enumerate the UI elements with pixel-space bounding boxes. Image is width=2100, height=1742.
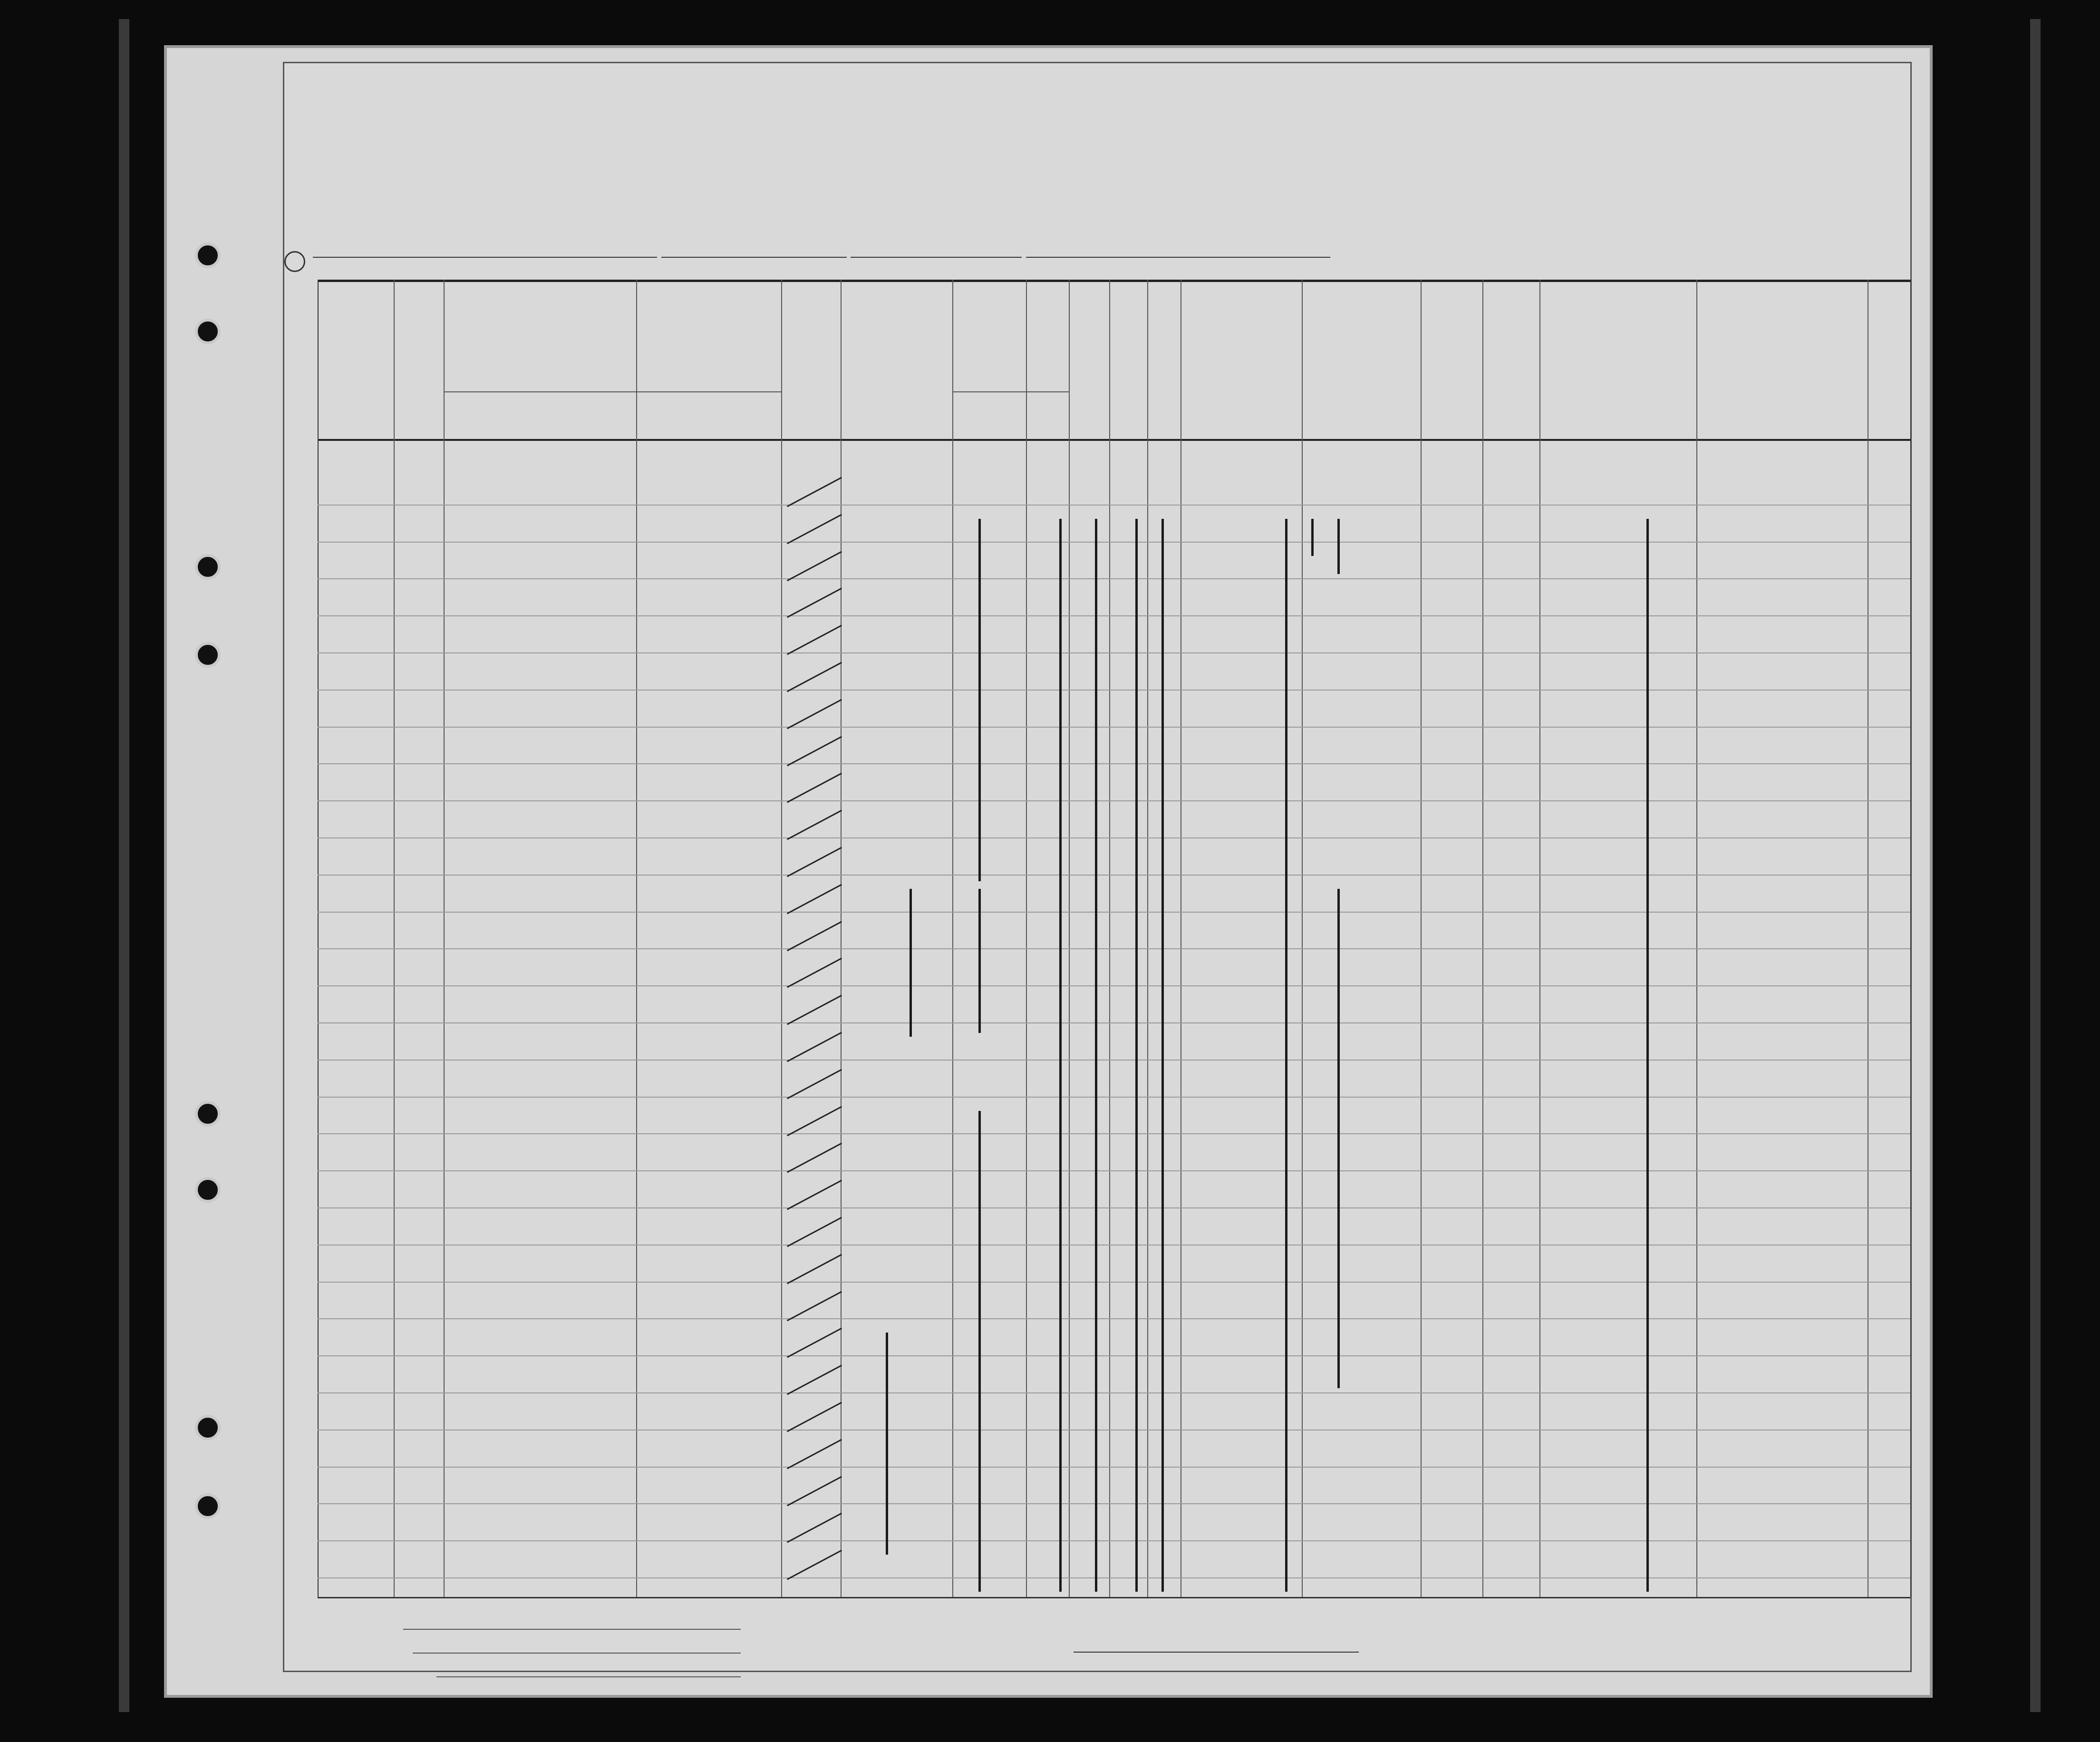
arrival-port [661,257,847,258]
shipped-engaged-heading [954,337,1067,348]
film-rail-right [2030,19,2041,1712]
row-rule [318,1392,1910,1393]
row-rule [318,1133,1910,1134]
c8-heading [1111,311,1145,415]
row-rule [318,727,1910,728]
service-slash-mark [787,1106,842,1136]
service-slash-mark [787,477,842,507]
binder-hole [195,1177,221,1203]
service-slash-mark [787,1328,842,1358]
service-slash-mark [787,699,842,729]
binder-hole [195,243,221,268]
binder-hole [195,1493,221,1519]
agents-rule [436,1676,741,1677]
circle-marker [284,251,305,272]
service-slash-mark [787,958,842,988]
name-in-full-heading [445,344,779,355]
service-slash-mark [787,1439,842,1469]
column-divider [952,280,953,1597]
vessel-name [313,257,657,258]
ditto-line [978,1111,981,1592]
row-rule [318,505,1910,506]
service-slash-mark [787,588,842,618]
c14-heading [1541,311,1694,415]
line-rule [403,1629,741,1630]
row-rule [318,1540,1910,1541]
service-slash-mark [787,1254,842,1284]
vessel-line [313,244,1330,262]
column-divider [781,280,782,1597]
row-rule [318,542,1910,543]
column-divider [1539,280,1540,1597]
signature-rule [1074,1652,1359,1653]
row-rule [318,1503,1910,1504]
service-slash-mark [787,884,842,914]
departure-port [1026,257,1330,258]
row-rule [318,1170,1910,1171]
owners-rule [413,1653,741,1654]
row-rule [318,875,1910,876]
column-divider [1910,280,1911,1597]
row-rule [318,1245,1910,1246]
c9-heading [1149,311,1179,415]
column-divider [318,280,319,1597]
c5-heading [842,311,950,415]
service-slash-mark [787,921,842,951]
where-heading [1028,399,1067,410]
binder-hole [195,319,221,344]
column-divider [636,280,637,1597]
ditto-line [910,889,912,1037]
service-slash-mark [787,1365,842,1395]
ditto-line [1337,889,1340,1388]
arrival-date [851,257,1022,258]
ditto-line [1311,519,1314,556]
service-slash-mark [787,736,842,766]
service-slash-mark [787,1069,842,1099]
manifest-form [283,62,1912,1672]
c16-heading [1869,330,1908,344]
row-rule [318,690,1910,691]
service-slash-mark [787,810,842,840]
ditto-line [1337,519,1340,574]
row-rule [318,1097,1910,1098]
c15-heading [1698,311,1866,415]
film-rail-left [119,19,129,1712]
service-slash-mark [787,773,842,803]
column-divider [1421,280,1422,1597]
row-rule [318,1430,1910,1431]
service-slash-mark [787,662,842,692]
row-rule [318,1022,1910,1023]
manifest-sheet [164,45,1933,1698]
row-rule [318,837,1910,838]
row-rule [318,948,1910,949]
row-rule [318,615,1910,616]
ditto-line [1095,519,1097,1592]
ditto-line [1285,519,1287,1592]
ditto-line [1161,519,1164,1592]
service-slash-mark [787,1291,842,1321]
row-rule [318,800,1910,801]
service-slash-mark [787,1513,842,1543]
service-slash-mark [787,1143,842,1173]
subheading-divider [952,391,1069,392]
service-slash-mark [787,1032,842,1062]
row-rule [318,1282,1910,1283]
ditto-line [978,889,981,1033]
c2-heading [396,311,442,415]
c16-subheading [1869,349,1908,406]
row-rule [318,1355,1910,1356]
column-divider [444,280,445,1597]
column-divider [1026,280,1027,1597]
service-slash-mark [787,1550,842,1580]
row-rule [318,763,1910,764]
c7-heading [1071,311,1107,415]
column-divider [1109,280,1110,1597]
service-slash-mark [787,551,842,581]
column-divider [1696,280,1697,1597]
column-divider [1147,280,1148,1597]
service-slash-mark [787,625,842,655]
c12-heading [1423,311,1481,415]
when-heading [954,399,1024,410]
binder-hole [195,1101,221,1127]
service-slash-mark [787,1402,842,1432]
ditto-line [978,519,981,881]
column-divider [1482,280,1483,1597]
service-slash-mark [787,514,842,544]
ditto-line [1646,519,1649,1592]
row-rule [318,1060,1910,1061]
subheading-divider [444,391,781,392]
row-rule [318,985,1910,986]
ditto-line [1059,519,1062,1592]
footer-divider [318,1597,1910,1598]
binder-hole [195,1415,221,1440]
ditto-line [886,1333,888,1555]
service-slash-mark [787,847,842,877]
column-divider [1069,280,1070,1597]
row-rule [318,1577,1910,1578]
c13-heading [1484,311,1538,415]
row-rule [318,1467,1910,1468]
c4-heading [783,311,839,415]
service-slash-mark [787,1180,842,1210]
family-name-heading [445,399,634,410]
binder-hole [195,554,221,580]
c10-heading [1182,311,1300,415]
column-divider [1302,280,1303,1597]
service-slash-mark [787,1217,842,1247]
row-rule [318,1207,1910,1208]
c1-heading [319,311,392,415]
row-rule [318,652,1910,653]
row-rule [318,578,1910,579]
service-slash-mark [787,1476,842,1506]
service-slash-mark [787,995,842,1025]
ditto-line [1135,519,1138,1592]
row-rule [318,912,1910,913]
given-name-heading [638,399,779,410]
binder-hole [195,642,221,668]
column-divider [394,280,395,1597]
c11-heading [1304,311,1419,415]
row-rule [318,1318,1910,1319]
